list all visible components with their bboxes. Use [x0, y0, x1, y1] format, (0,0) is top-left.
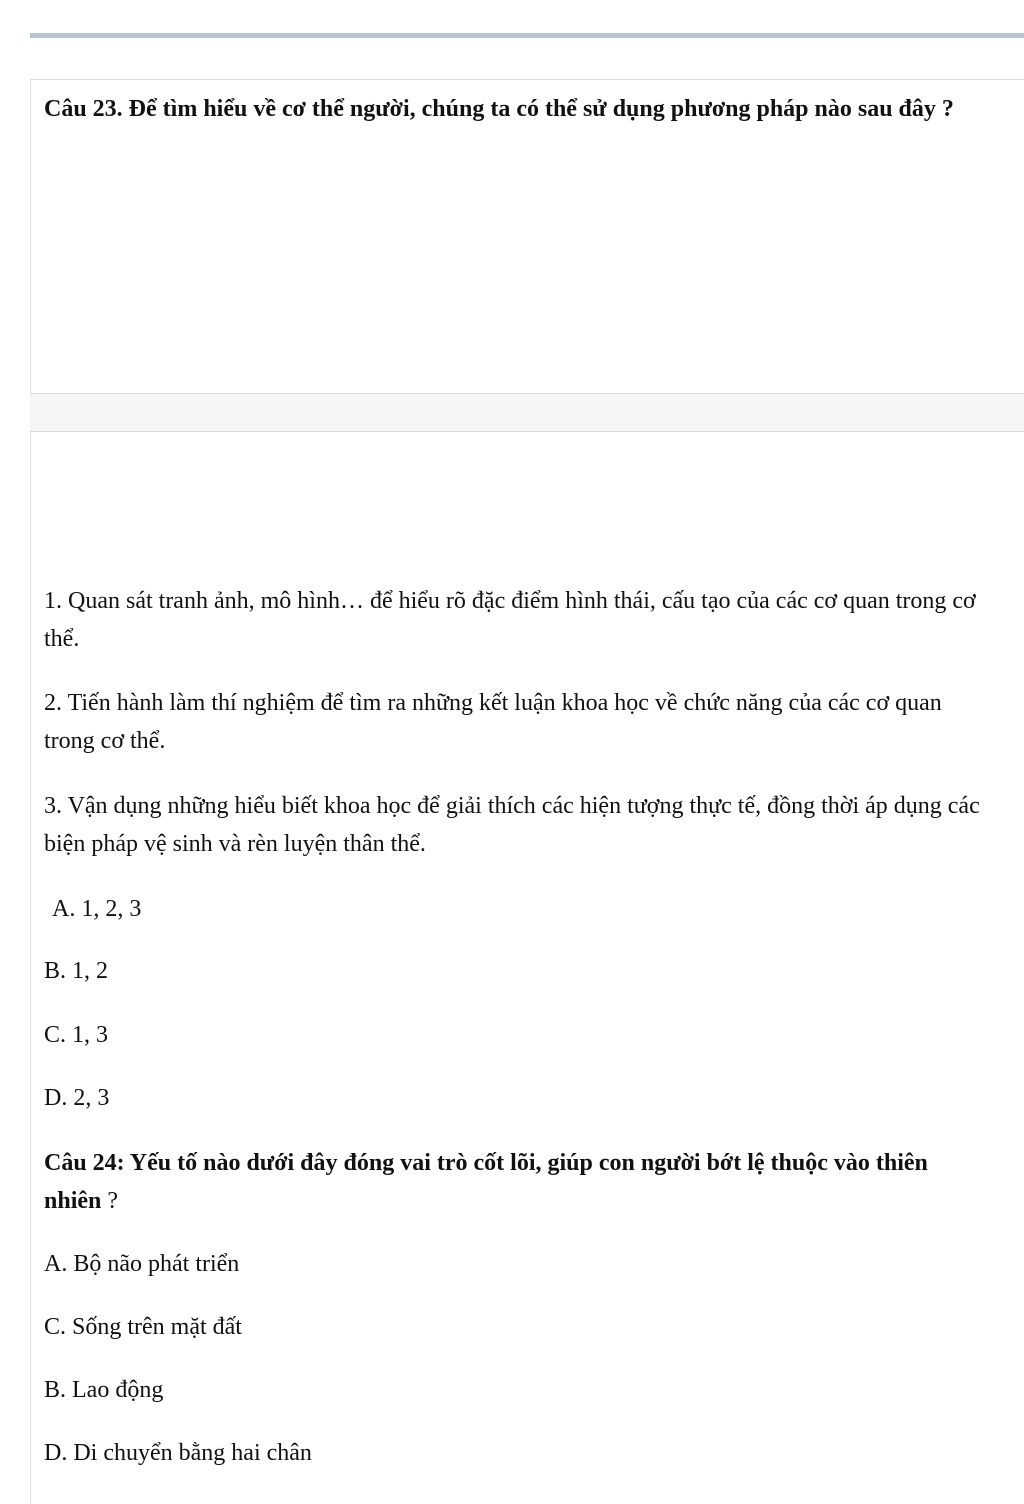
- q23-option-d[interactable]: D. 2, 3: [44, 1085, 110, 1111]
- q24-option-a[interactable]: A. Bộ não phát triển: [44, 1251, 240, 1277]
- q24-option-c[interactable]: C. Sống trên mặt đất: [44, 1314, 242, 1340]
- statement-1: 1. Quan sát tranh ảnh, mô hình… để hiểu rõ đặc điểm hình thái, cấu tạo của các cơ quan trong cơ thể.: [44, 588, 976, 652]
- statement-3: 3. Vận dụng những hiểu biết khoa học để giải thích các hiện tượng thực tế, đồng thời áp dụng các biện pháp vệ sinh và rèn luyện thân thể.: [44, 793, 980, 857]
- q24-option-b[interactable]: B. Lao động: [44, 1377, 164, 1403]
- q23-option-a[interactable]: A. 1, 2, 3: [52, 896, 142, 922]
- q24-option-d[interactable]: D. Di chuyển bằng hai chân: [44, 1440, 312, 1466]
- question-24-title-bold: Câu 24: Yếu tố nào dưới đây đóng vai trò cốt lõi, giúp con người bớt lệ thuộc vào thiên nhiên: [44, 1150, 928, 1214]
- question-24-title-tail: ?: [101, 1188, 119, 1214]
- question-24-title: [44, 1144, 974, 1220]
- q23-option-b[interactable]: B. 1, 2: [44, 958, 109, 984]
- question-23-title: Câu 23. Để tìm hiểu về cơ thể người, chúng ta có thể sử dụng phương pháp nào sau đây ?: [44, 96, 954, 122]
- top-rule: [30, 33, 1024, 38]
- divider-band: [30, 394, 1024, 432]
- statement-2: 2. Tiến hành làm thí nghiệm để tìm ra những kết luận khoa học về chức năng của các cơ quan trong cơ thể.: [44, 690, 942, 754]
- q23-option-c[interactable]: C. 1, 3: [44, 1022, 109, 1048]
